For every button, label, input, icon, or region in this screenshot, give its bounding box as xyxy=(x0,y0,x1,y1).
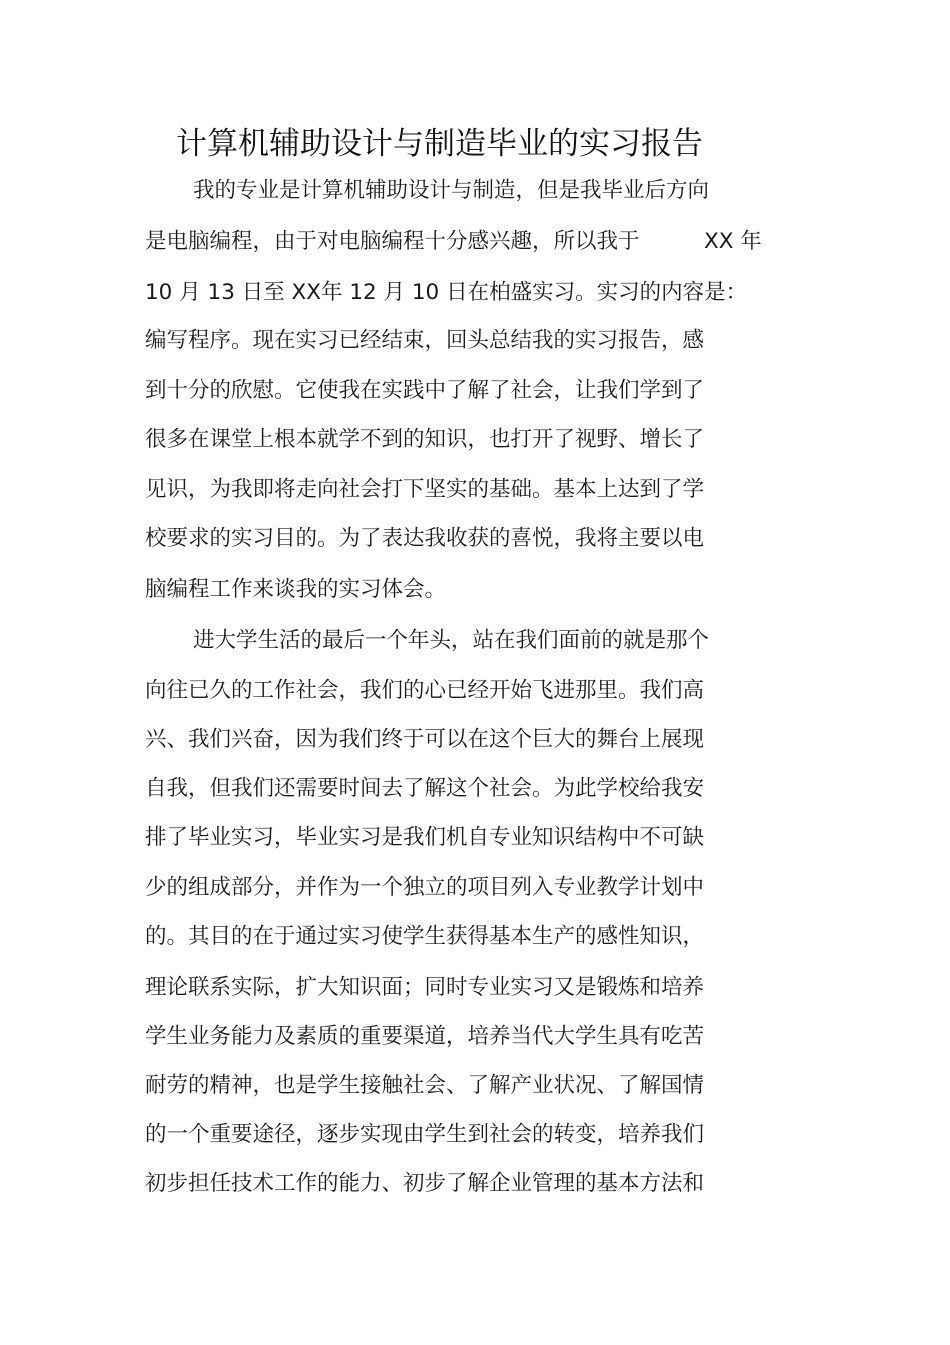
paragraph-line: 脑编程工作来谈我的实习体会。 xyxy=(145,577,447,602)
paragraph-line: 见识，为我即将走向社会打下坚实的基础。基本上达到了学 xyxy=(145,477,705,502)
paragraph-line: 到十分的欣慰。它使我在实践中了解了社会，让我们学到了 xyxy=(145,378,705,403)
document-title: 计算机辅助设计与制造毕业的实习报告 xyxy=(176,126,703,162)
paragraph-line: 少的组成部分，并作为一个独立的项目列入专业教学计划中 xyxy=(145,875,705,900)
paragraph-line: 的。其目的在于通过实习使学生获得基本生产的感性知识， xyxy=(145,924,705,949)
paragraph-line: 很多在课堂上根本就学不到的知识，也打开了视野、增长了 xyxy=(145,427,705,452)
paragraph-line: 初步担任技术工作的能力、初步了解企业管理的基本方法和 xyxy=(145,1171,705,1196)
paragraph-line: 编写程序。现在实习已经结束，回头总结我的实习报告，感 xyxy=(145,328,705,353)
paragraph-line: 排了毕业实习，毕业实习是我们机自专业知识结构中不可缺 xyxy=(145,825,705,850)
paragraph-line: 兴、我们兴奋，因为我们终于可以在这个巨大的舞台上展现 xyxy=(145,727,705,752)
paragraph-line: 自我，但我们还需要时间去了解这个社会。为此学校给我安 xyxy=(145,776,705,801)
paragraph-line: 是电脑编程，由于对电脑编程十分感兴趣，所以我于 XX 年 xyxy=(145,229,762,254)
paragraph-line: 理论联系实际，扩大知识面；同时专业实习又是锻炼和培养 xyxy=(145,975,705,1000)
paragraph-line: 学生业务能力及素质的重要渠道，培养当代大学生具有吃苦 xyxy=(145,1024,705,1049)
paragraph-line: 我的专业是计算机辅助设计与制造，但是我毕业后方向 xyxy=(193,178,710,203)
paragraph-line: 耐劳的精神，也是学生接触社会、了解产业状况、了解国情 xyxy=(145,1073,705,1098)
paragraph-line: 的一个重要途径，逐步实现由学生到社会的转变，培养我们 xyxy=(145,1122,705,1147)
paragraph-line: 校要求的实习目的。为了表达我收获的喜悦，我将主要以电 xyxy=(145,526,705,551)
paragraph-line: 进大学生活的最后一个年头，站在我们面前的就是那个 xyxy=(193,628,710,653)
paragraph-line: 向往已久的工作社会，我们的心已经开始飞进那里。我们高 xyxy=(145,678,705,703)
paragraph-line: 10 月 13 日至 XX年 12 月 10 日在柏盛实习。实习的内容是： xyxy=(145,280,748,305)
